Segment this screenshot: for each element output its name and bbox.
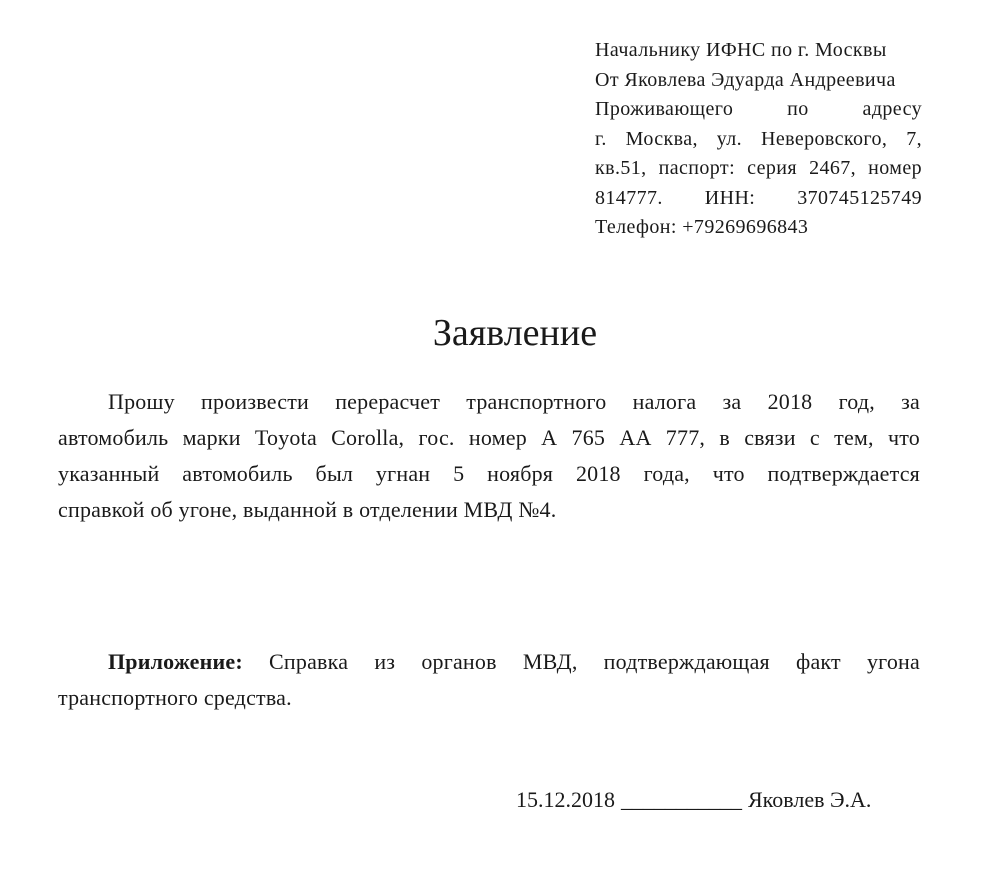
attachment-text: Справка из органов МВД, подтверждающая факт угона	[269, 649, 920, 674]
request-line: Прошу произвести перерасчет транспортного налога за 2018 год, за	[108, 389, 920, 414]
signature-row	[516, 784, 871, 816]
applicant-line: От Яковлева Эдуарда Андреевича	[595, 68, 896, 91]
request-paragraph	[58, 384, 920, 528]
address-label-line: Проживающего по адресу	[595, 98, 922, 120]
passport-line: кв.51, паспорт: серия 2467, номер	[595, 157, 922, 179]
request-line: справкой об угоне, выданной в отделении МВД №4.	[58, 497, 557, 522]
signature-blank: ___________	[621, 787, 742, 812]
request-line: указанный автомобиль был угнан 5 ноября 2018 года, что подтверждается	[58, 461, 920, 486]
request-line: автомобиль марки Toyota Corolla, гос. номер А 765 АА 777, в связи с тем, что	[58, 425, 920, 450]
attachment-paragraph	[58, 644, 920, 716]
attachment-line: транспортного средства.	[58, 685, 292, 710]
addressee-line: Начальнику ИФНС по г. Москвы	[595, 39, 887, 61]
attachment-line	[58, 644, 920, 680]
phone-line: Телефон: +79269696843	[595, 216, 809, 238]
inn-line: 814777. ИНН: 370745125749	[595, 186, 922, 209]
signature-date: 15.12.2018	[516, 787, 615, 812]
address-line: г. Москва, ул. Неверовского, 7,	[595, 127, 922, 150]
attachment-label: Приложение:	[108, 649, 243, 674]
addressee-block	[595, 36, 922, 243]
document-title: Заявление	[432, 312, 598, 354]
signature-name: Яковлев Э.А.	[748, 787, 872, 812]
